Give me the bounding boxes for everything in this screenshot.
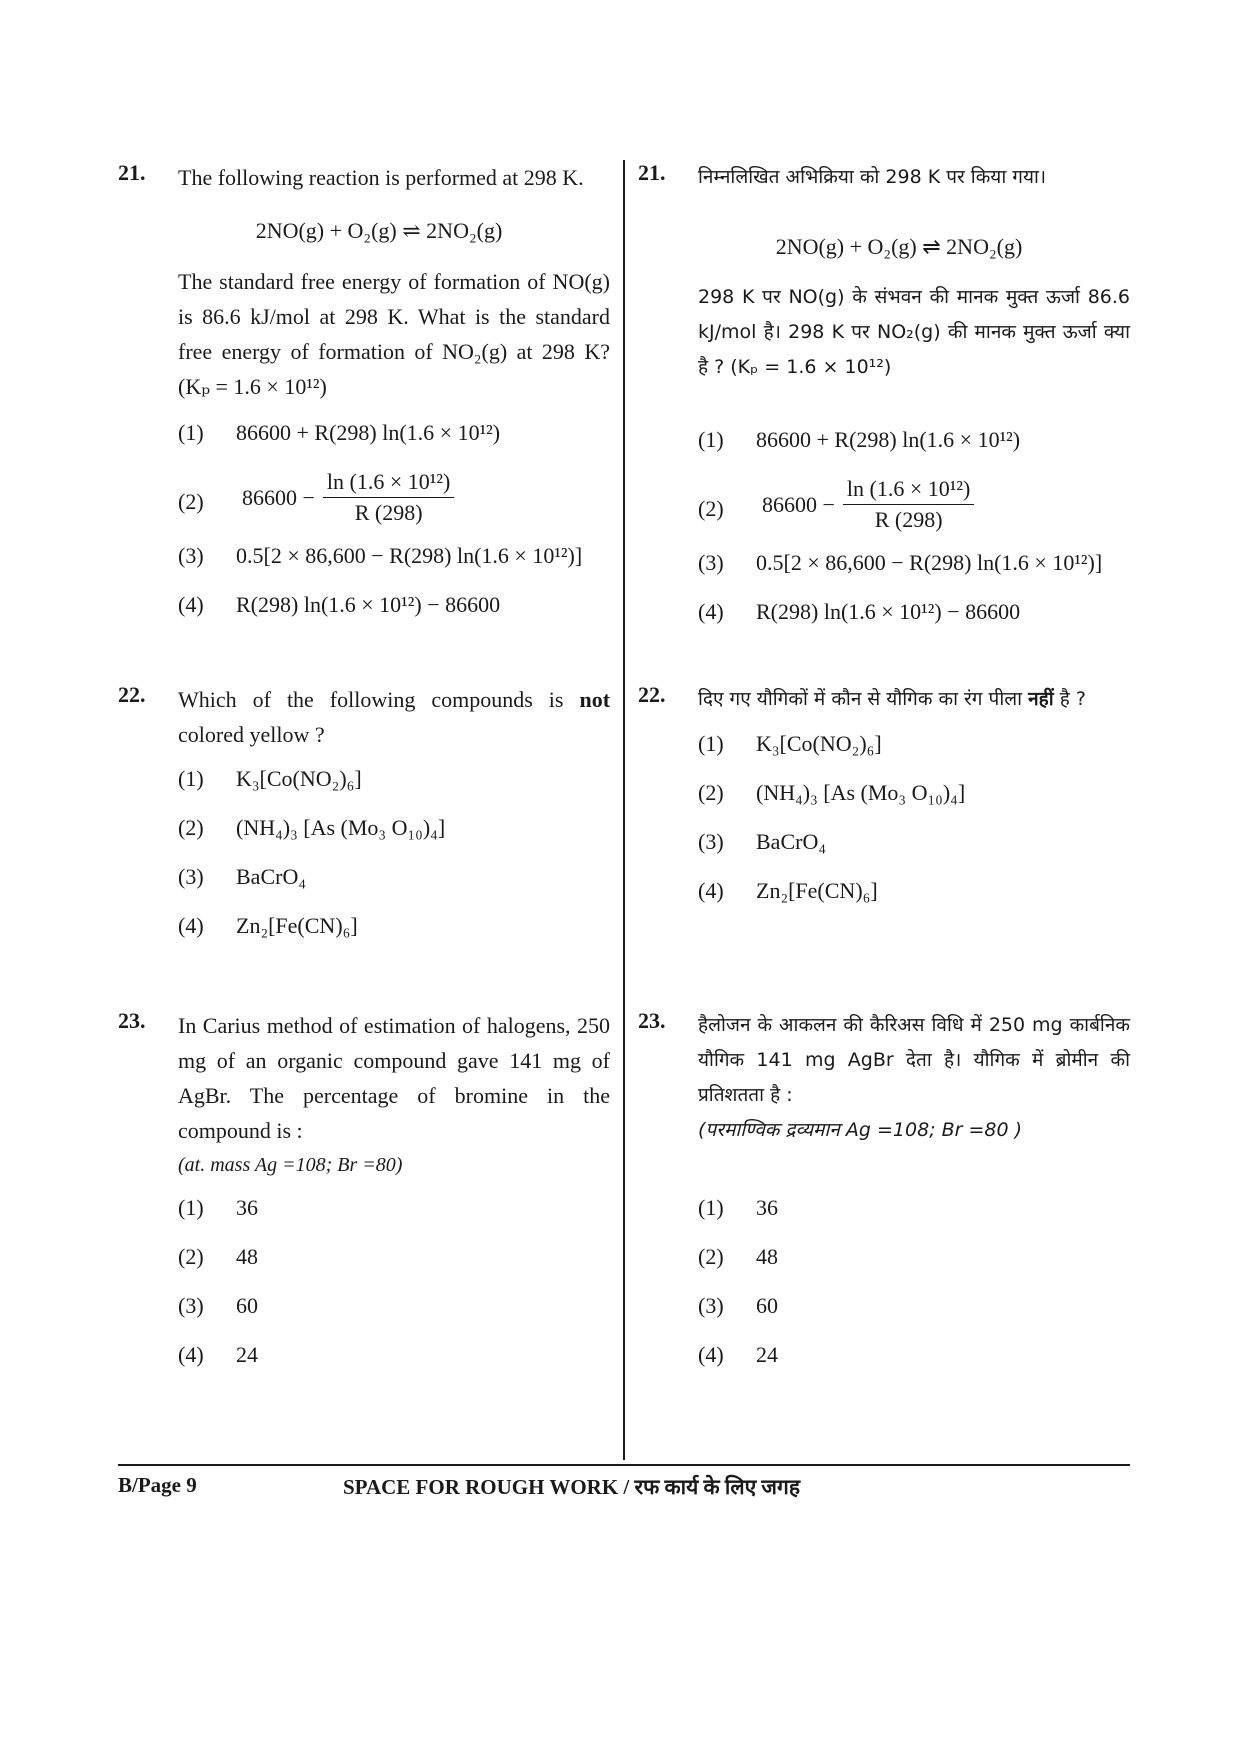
option-number: (1) — [178, 420, 204, 445]
option-number: (2) — [698, 496, 724, 521]
fraction-numerator: ln (1.6 × 10¹²) — [323, 467, 454, 498]
option-number: (3) — [178, 864, 204, 889]
question-text — [178, 682, 610, 752]
option-text: 60 — [756, 1293, 778, 1318]
option-number: (4) — [698, 1342, 724, 1367]
option-number: (3) — [698, 1293, 724, 1318]
option-text: BaCrO₄ — [756, 829, 826, 854]
question-number: 23. — [638, 1008, 666, 1033]
option-text: 0.5[2 × 86,600 − R(298) ln(1.6 × 10¹²)] — [756, 550, 1103, 575]
question-body: The standard free energy of formation of NO(g) is 86.6 kJ/mol at 298 K. What is the standard free energy of formation of NO₂(g) at 298 K? (Kₚ = 1.6 × 10¹²) — [178, 269, 610, 399]
option-2 — [178, 467, 610, 541]
option-number: (1) — [698, 427, 724, 452]
question-number: 23. — [118, 1008, 146, 1033]
option-1 — [698, 1193, 1130, 1242]
option-3 — [698, 548, 1130, 597]
option-text: 0.5[2 × 86,600 − R(298) ln(1.6 × 10¹²)] — [236, 543, 583, 568]
question-text-part: है ? — [1059, 688, 1086, 710]
option-1 — [178, 1193, 610, 1242]
option-number: (2) — [178, 489, 204, 514]
option-2 — [698, 1242, 1130, 1291]
question-text: In Carius method of estimation of halogens, 250 mg of an organic compound gave 141 mg of AgBr. The percentage of bromine in the compound is : — [178, 1013, 610, 1143]
option-3 — [178, 862, 610, 911]
option-number: (4) — [698, 878, 724, 903]
fraction-denominator: R (298) — [874, 507, 943, 532]
column-divider — [623, 160, 625, 1460]
question-23-hi — [638, 1008, 1130, 1389]
question-21-hi — [638, 160, 1130, 646]
option-number: (4) — [698, 599, 724, 624]
question-23-en — [118, 1008, 610, 1389]
page-label: B/Page 9 — [118, 1473, 197, 1497]
option-number: (1) — [178, 1195, 204, 1220]
option-text: K₃[Co(NO₂)₆] — [756, 731, 882, 756]
fraction-prefix: 86600 − — [762, 491, 835, 517]
option-number: (1) — [178, 766, 204, 791]
option-text: R(298) ln(1.6 × 10¹²) − 86600 — [236, 592, 501, 617]
option-4 — [178, 911, 610, 960]
option-number: (1) — [698, 731, 724, 756]
option-1 — [698, 729, 1130, 778]
question-number: 21. — [638, 160, 666, 185]
option-3 — [178, 541, 610, 590]
option-text: Zn₂[Fe(CN)₆] — [756, 878, 878, 903]
option-text: 24 — [236, 1342, 258, 1367]
option-text: K₃[Co(NO₂)₆] — [236, 766, 362, 791]
atomic-mass-note: (at. mass Ag =108; Br =80) — [178, 1154, 403, 1176]
option-number: (2) — [698, 1244, 724, 1269]
option-2 — [698, 778, 1130, 827]
option-2 — [178, 813, 610, 862]
rough-work-label: SPACE FOR ROUGH WORK / रफ कार्य के लिए जगह — [343, 1475, 800, 1499]
option-4 — [178, 590, 610, 639]
fraction-denominator: R (298) — [354, 500, 423, 525]
option-text: 48 — [236, 1244, 258, 1269]
option-4 — [178, 1340, 610, 1389]
option-text: Zn₂[Fe(CN)₆] — [236, 913, 358, 938]
option-4 — [698, 876, 1130, 925]
option-4 — [698, 597, 1130, 646]
question-text: निम्नलिखित अभिक्रिया को 298 K पर किया गया। — [698, 166, 1047, 188]
option-text: 24 — [756, 1342, 778, 1367]
option-number: (4) — [178, 592, 204, 617]
option-2 — [178, 1242, 610, 1291]
option-fraction — [242, 467, 454, 528]
option-text: 86600 + R(298) ln(1.6 × 10¹²) — [756, 427, 1021, 452]
option-text: (NH₄)₃ [As (Mo₃ O₁₀)₄] — [756, 780, 966, 805]
question-text-emphasis: नहीं — [1028, 688, 1054, 710]
option-number: (2) — [698, 780, 724, 805]
option-text: 36 — [236, 1195, 258, 1220]
reaction-equation: 2NO(g) + O₂(g) ⇌ 2NO₂(g) — [775, 234, 1023, 259]
option-text: (NH₄)₃ [As (Mo₃ O₁₀)₄] — [236, 815, 446, 840]
question-22-hi — [638, 682, 1130, 925]
option-number: (3) — [178, 1293, 204, 1318]
option-number: (3) — [698, 550, 724, 575]
option-text: 48 — [756, 1244, 778, 1269]
reaction-equation: 2NO(g) + O₂(g) ⇌ 2NO₂(g) — [255, 218, 503, 243]
option-3 — [698, 827, 1130, 876]
option-3 — [178, 1291, 610, 1340]
option-text: 36 — [756, 1195, 778, 1220]
option-number: (4) — [178, 913, 204, 938]
question-21-en — [118, 160, 610, 639]
option-fraction — [762, 474, 974, 535]
option-number: (4) — [178, 1342, 204, 1367]
question-number: 21. — [118, 160, 146, 185]
question-text: हैलोजन के आकलन की कैरिअस विधि में 250 mg कार्बनिक यौगिक 141 mg AgBr देता है। यौगिक में ब्रोमीन की प्रतिशतता है : — [698, 1014, 1130, 1106]
footer-rule — [118, 1464, 1130, 1466]
question-text-part: दिए गए यौगिकों में कौन से यौगिक का रंग पीला — [698, 688, 1023, 710]
question-22-en — [118, 682, 610, 960]
option-1 — [178, 418, 610, 467]
option-number: (2) — [178, 815, 204, 840]
question-text-part: Which of the following compounds is — [178, 687, 564, 712]
option-text: 86600 + R(298) ln(1.6 × 10¹²) — [236, 420, 501, 445]
option-text: R(298) ln(1.6 × 10¹²) − 86600 — [756, 599, 1021, 624]
option-text: 60 — [236, 1293, 258, 1318]
option-2 — [698, 474, 1130, 548]
option-text: BaCrO₄ — [236, 864, 306, 889]
option-1 — [698, 425, 1130, 474]
option-1 — [178, 764, 610, 813]
question-number: 22. — [638, 682, 666, 707]
option-number: (3) — [178, 543, 204, 568]
question-body: 298 K पर NO(g) के संभवन की मानक मुक्त ऊर्जा 86.6 kJ/mol है। 298 K पर NO₂(g) की मानक मुक्त ऊर्जा क्या है ? (Kₚ = 1.6 × 10¹²) — [698, 286, 1130, 378]
option-number: (2) — [178, 1244, 204, 1269]
fraction-numerator: ln (1.6 × 10¹²) — [843, 474, 974, 505]
option-number: (1) — [698, 1195, 724, 1220]
question-text-emphasis: not — [579, 687, 611, 712]
question-text — [698, 682, 1130, 717]
question-text: The following reaction is performed at 298 K. — [178, 165, 584, 190]
fraction-prefix: 86600 − — [242, 484, 315, 510]
option-number: (3) — [698, 829, 724, 854]
option-4 — [698, 1340, 1130, 1389]
question-text-part: colored yellow ? — [178, 722, 325, 747]
atomic-mass-note: (परमाण्विक द्रव्यमान Ag =108; Br =80 ) — [698, 1119, 1023, 1141]
option-3 — [698, 1291, 1130, 1340]
question-number: 22. — [118, 682, 146, 707]
